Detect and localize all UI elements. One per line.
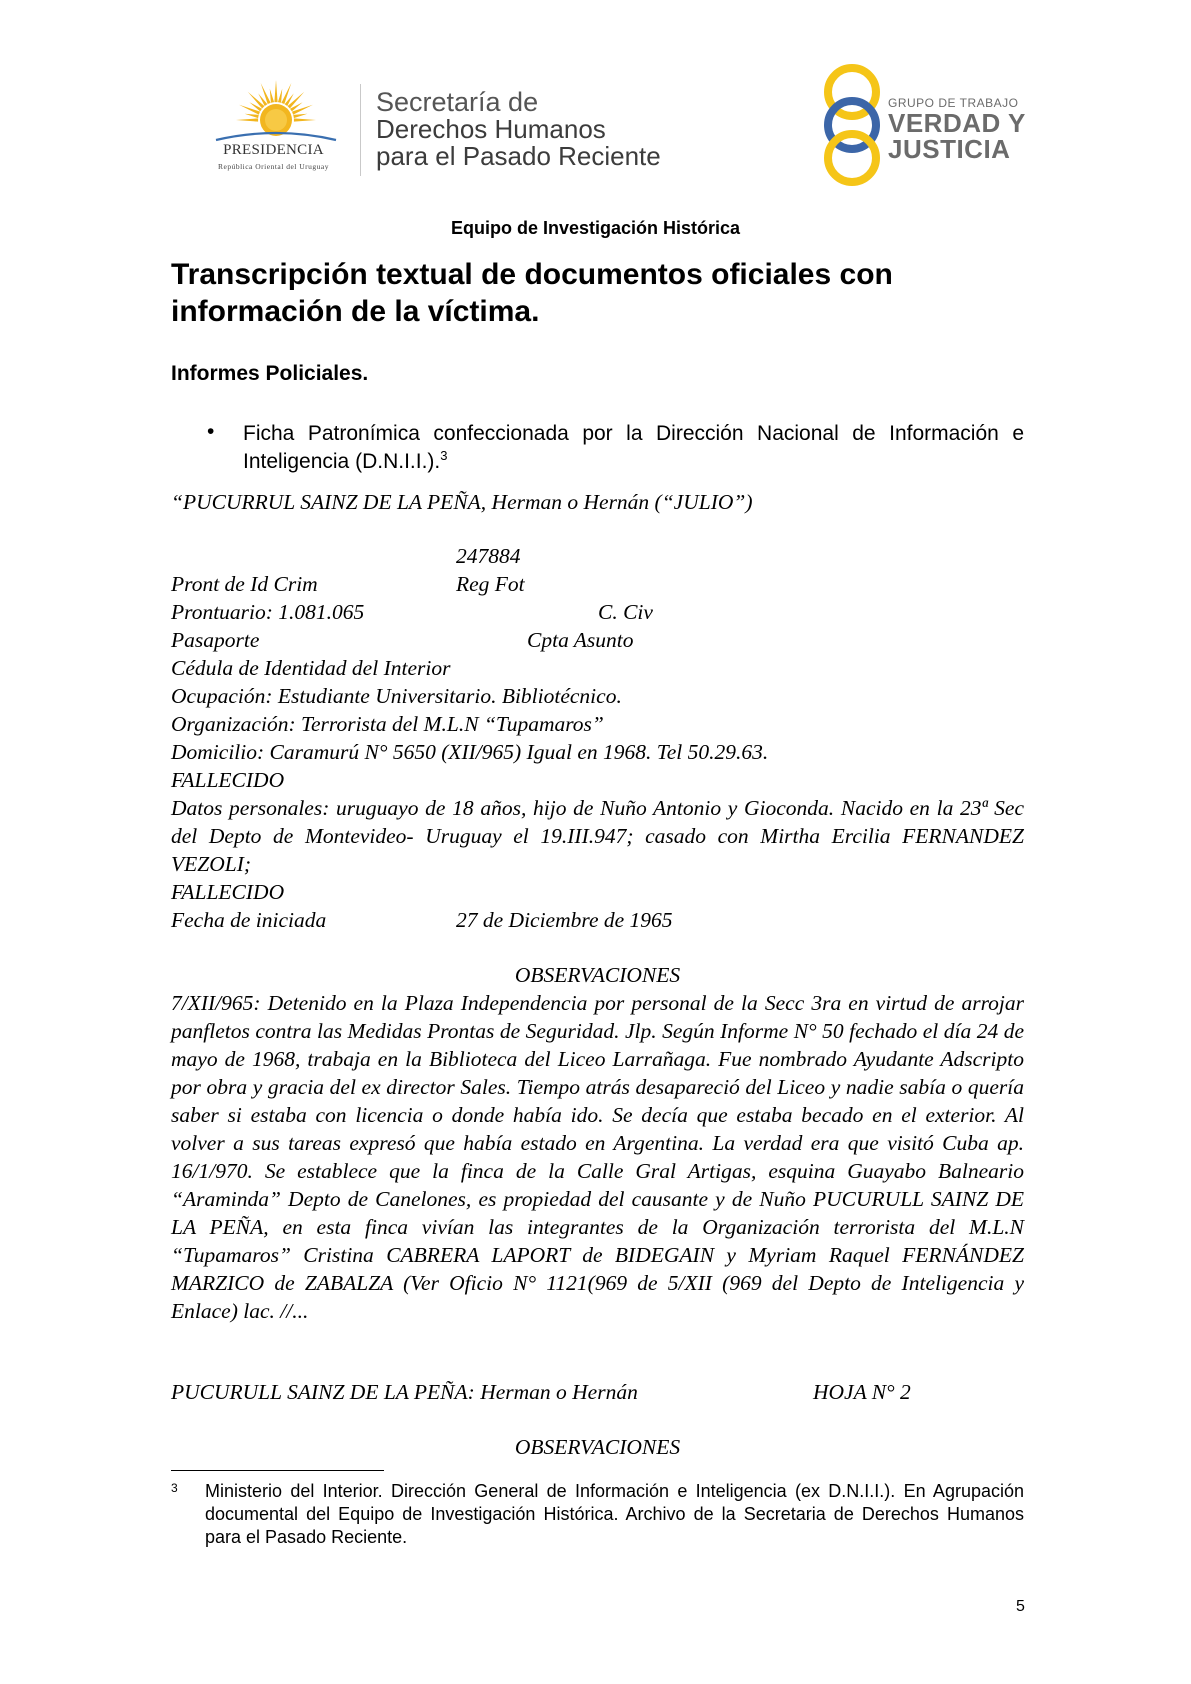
datos-personales-paragraph: Datos personales: uruguayo de 18 años, hijo de Nuño Antonio y Gioconda. Nacido en la 23ª Sec del Depto de Montevideo- Uruguay el 19.III.947; casado con Mirtha Ercilia FERNANDEZ VEZOLI; <box>171 796 1024 876</box>
title-line-2: información de la víctima. <box>171 295 540 328</box>
sun-ray <box>293 114 307 118</box>
pront-id-label: Pront de Id Crim <box>171 572 318 596</box>
page2-record-name: PUCURULL SAINZ DE LA PEÑA: Herman o Hernán <box>171 1380 638 1404</box>
sun-ray <box>294 118 316 121</box>
fallecido-line-2: FALLECIDO <box>171 880 285 904</box>
bullet-text: Ficha Patronímica confeccionada por la Dirección Nacional de Información e Inteligencia (D.N.I.I.). <box>243 422 1024 473</box>
observaciones-heading: OBSERVACIONES <box>514 963 681 987</box>
bullet-item <box>243 420 1024 476</box>
footnote-reference: 3 <box>440 448 448 463</box>
gvj-line-2: VERDAD Y <box>888 108 1026 138</box>
gvj-line-3: JUSTICIA <box>888 134 1011 164</box>
observaciones-heading-2: OBSERVACIONES <box>514 1435 681 1459</box>
fecha-value: 27 de Diciembre de 1965 <box>456 908 673 932</box>
presidencia-name: PRESIDENCIA <box>223 142 324 158</box>
verdad-justicia-rings-icon <box>812 62 892 188</box>
secretaria-line-1: Secretaría de <box>376 87 539 117</box>
ocupacion-line: Ocupación: Estudiante Universitario. Bibliotécnico. <box>171 684 622 708</box>
record-number: 247884 <box>456 544 521 568</box>
logo-divider <box>360 84 361 176</box>
organizacion-line: Organización: Terrorista del M.L.N “Tupamaros” <box>171 712 604 736</box>
secretaria-line-3: para el Pasado Reciente <box>376 141 661 171</box>
sun-ray <box>274 80 277 102</box>
reg-fot-label: Reg Fot <box>456 572 525 596</box>
page2-hoja-label: HOJA N° 2 <box>813 1380 911 1404</box>
footnote-text: Ministerio del Interior. Dirección General de Información e Inteligencia (ex D.N.I.I.). En Agrupación documental del Equipo de Investigación Histórica. Archivo de la Secretaria de Derechos Humanos para el Pasado Reciente. <box>205 1481 1024 1547</box>
fecha-label: Fecha de iniciada <box>171 908 327 932</box>
domicilio-line: Domicilio: Caramurú N° 5650 (XII/965) Igual en 1968. Tel 50.29.63. <box>171 740 769 764</box>
gvj-line-1: GRUPO DE TRABAJO <box>888 96 1019 110</box>
sun-ray <box>278 89 282 103</box>
team-name: Equipo de Investigación Histórica <box>450 218 741 238</box>
presidencia-subtitle: República Oriental del Uruguay <box>217 162 329 171</box>
prontuario-line: Prontuario: 1.081.065 <box>171 600 365 624</box>
sun-ray <box>270 89 274 103</box>
footnote-number: 3 <box>171 1481 178 1495</box>
sun-ray <box>236 118 258 121</box>
verdad-justicia-logo-text <box>888 96 1026 162</box>
observaciones-paragraph: 7/XII/965: Detenido en la Plaza Independencia por personal de la Secc 3ra en virtud de arrojar panfletos contra las Medidas Prontas de Seguridad. Jlp. Según Informe N° 50 fechado el día 24 de mayo de 1968, trabaja en la Biblioteca del Liceo Larrañaga. Fue nombrado Ayudante Adscripto por obra y gracia del ex director Sales. Tiempo atrás desapareció del Liceo y nadie sabía o quería saber si estaba con licencia o donde había ido. Se decía que estaba becado en el exterior. Al volver a sus tareas expresó que había estado en Argentina. La verdad era que visitó Cuba ap. 16/1/970. Se establece que la finca de la Calle Gral Artigas, esquina Guayabo Balneario “Araminda” Depto de Canelones, es propiedad del causante y de Nuño PUCURULL SAINZ DE LA PEÑA, en esta finca vivían las integrantes de la Organización terrorista del M.L.N “Tupamaros” Cristina CABRERA LAPORT de BIDEGAIN y Myriam Raquel FERNÁNDEZ MARZICO de ZABALZA (Ver Oficio N° 1121(969 de 5/XII (969 del Depto de Inteligencia y Enlace) lac. //... <box>171 991 1024 1323</box>
secretaria-line-2: Derechos Humanos <box>376 114 606 144</box>
c-civ-label: C. Civ <box>598 600 653 624</box>
bullet-glyph: • <box>207 420 215 443</box>
sun-ray <box>245 114 259 118</box>
page-number: 5 <box>1016 1598 1025 1615</box>
record-heading: “PUCURRUL SAINZ DE LA PEÑA, Herman o Hernán (“JULIO”) <box>171 490 753 514</box>
secretaria-logo-text <box>376 88 661 170</box>
cedula-line: Cédula de Identidad del Interior <box>171 656 451 680</box>
cpta-asunto-label: Cpta Asunto <box>527 628 634 652</box>
title-line-1: Transcripción textual de documentos oficiales con <box>171 258 893 291</box>
section-heading: Informes Policiales. <box>171 362 369 385</box>
document-title <box>171 256 1024 330</box>
page-header <box>0 0 1191 200</box>
pasaporte-label: Pasaporte <box>171 628 260 652</box>
footnote-separator <box>171 1470 384 1471</box>
fallecido-line-1: FALLECIDO <box>171 768 285 792</box>
